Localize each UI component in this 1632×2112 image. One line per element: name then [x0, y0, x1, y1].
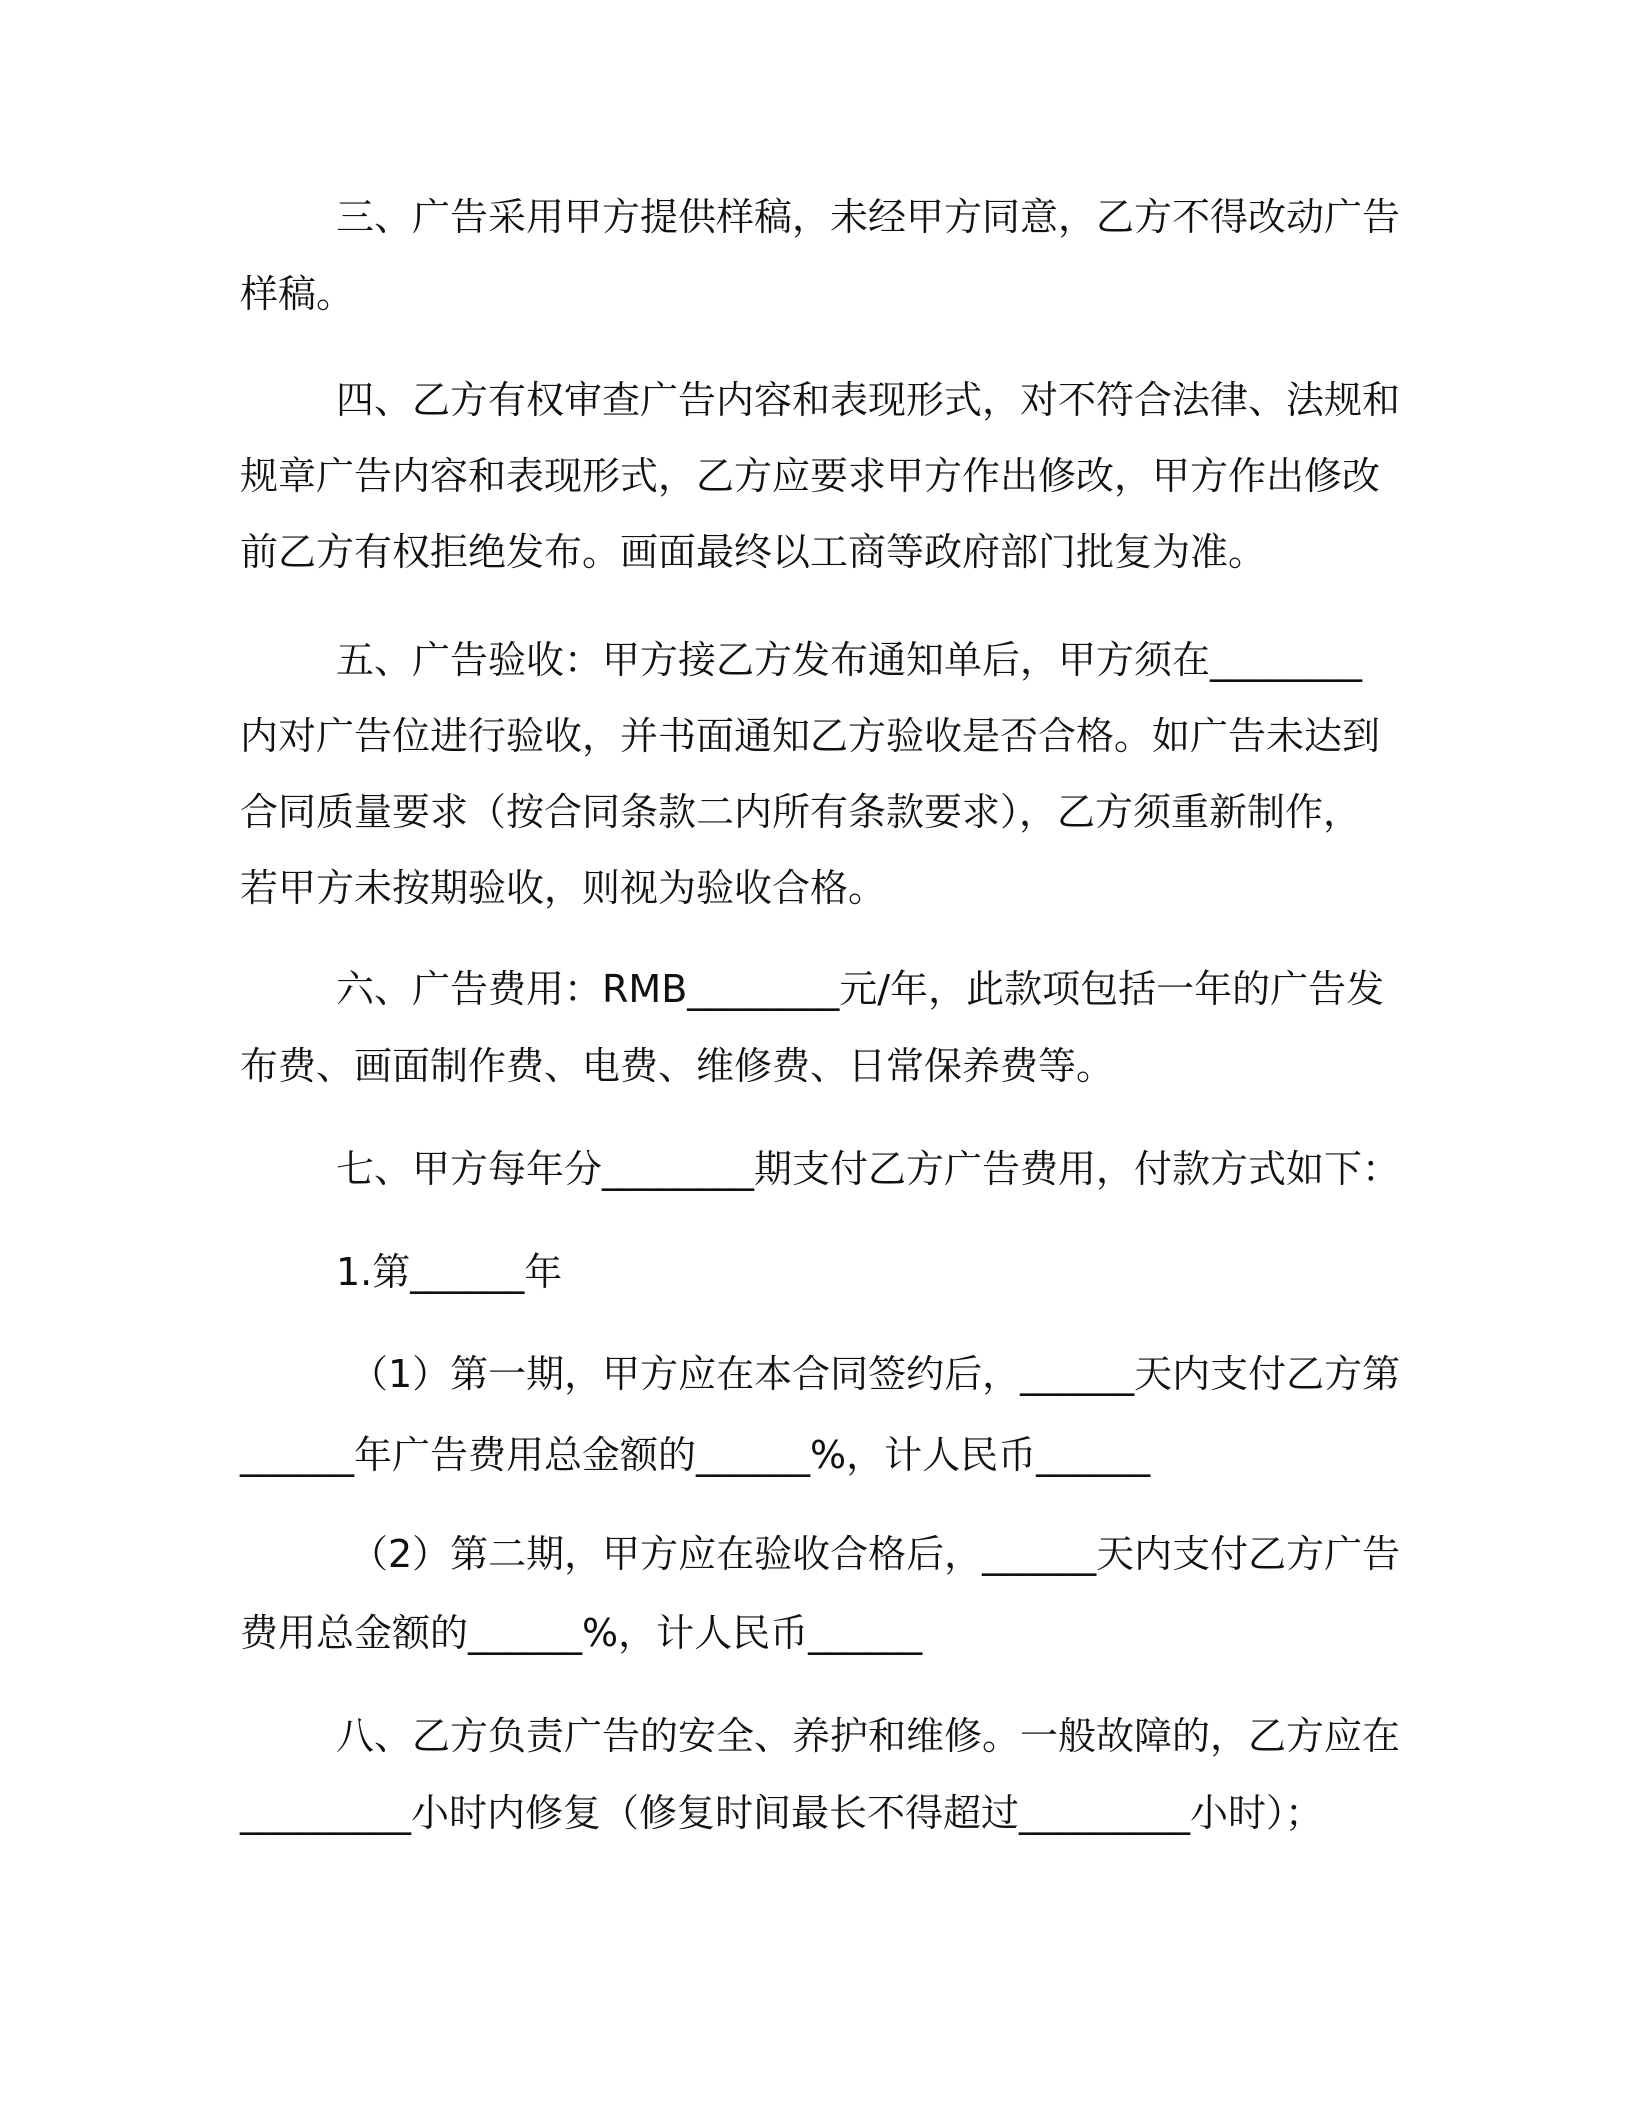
- clause-7-period-2-line-2: 费用总金额的______%，计人民币______: [240, 1611, 923, 1655]
- clause-5-line-2: 内对广告位进行验收，并书面通知乙方验收是否合格。如广告未达到: [240, 714, 1381, 758]
- clause-8-line-2: _________小时内修复（修复时间最长不得超过_________小时）；: [240, 1791, 1324, 1835]
- clause-5-line-3: 合同质量要求（按合同条款二内所有条款要求），乙方须重新制作，: [240, 790, 1362, 834]
- clause-7-period-2-line-1: （2）第二期，甲方应在验收合格后，______天内支付乙方广告: [350, 1532, 1401, 1576]
- clause-7-year-line: 1.第______年: [336, 1250, 563, 1294]
- clause-6-line-1: 六、广告费用：RMB________元/年，此款项包括一年的广告发: [336, 967, 1385, 1011]
- clause-4-line-2: 规章广告内容和表现形式，乙方应要求甲方作出修改，甲方作出修改: [240, 454, 1381, 498]
- clause-6-line-2: 布费、画面制作费、电费、维修费、日常保养费等。: [240, 1044, 1115, 1088]
- clause-7-period-1-line-2: ______年广告费用总金额的______%，计人民币______: [240, 1433, 1151, 1477]
- clause-8-line-1: 八、乙方负责广告的安全、养护和维修。一般故障的，乙方应在: [336, 1714, 1401, 1758]
- clause-4-line-1: 四、乙方有权审查广告内容和表现形式，对不符合法律、法规和: [336, 378, 1401, 422]
- clause-4-line-3: 前乙方有权拒绝发布。画面最终以工商等政府部门批复为准。: [240, 530, 1267, 574]
- clause-3-line-1: 三、广告采用甲方提供样稿，未经甲方同意，乙方不得改动广告: [336, 195, 1401, 239]
- clause-5-line-4: 若甲方未按期验收，则视为验收合格。: [240, 866, 887, 910]
- clause-7-line-1: 七、甲方每年分________期支付乙方广告费用，付款方式如下：: [336, 1147, 1401, 1191]
- clause-5-line-1: 五、广告验收：甲方接乙方发布通知单后，甲方须在________: [336, 638, 1363, 682]
- clause-7-period-1-line-1: （1）第一期，甲方应在本合同签约后，______天内支付乙方第: [350, 1352, 1401, 1396]
- clause-3-line-2: 样稿。: [240, 272, 355, 316]
